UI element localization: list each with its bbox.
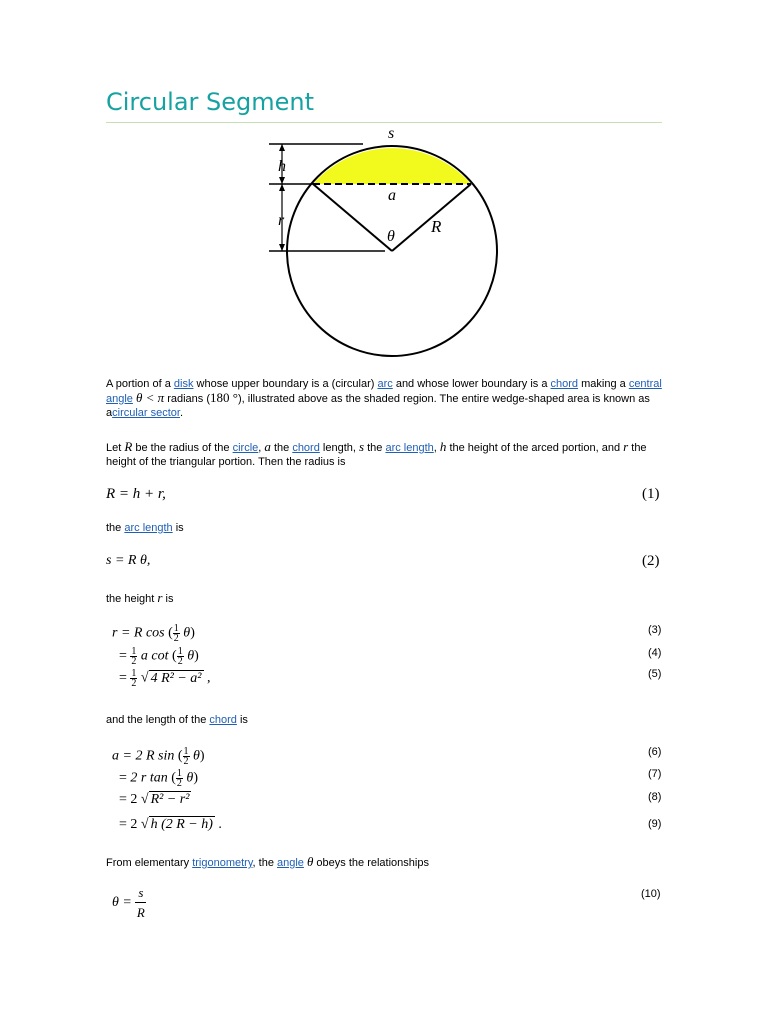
eq7-lhs: = [119,770,131,786]
equation-5-number: (5) [648,668,662,680]
equation-4-number: (4) [648,647,662,659]
intro-text: A portion of a [106,378,174,390]
chord-intro [106,713,662,727]
intro-text: making a [578,378,629,390]
arrow-r-bottom [279,244,285,251]
equation-8: = 2 √ R² − r² [119,792,190,807]
eq3-lhs: r = [112,625,131,641]
equation-2-number: (2) [642,553,660,569]
link-circle[interactable]: circle [232,442,259,454]
fraction-half: $\frac{1}{2}$ [177,646,183,667]
intro-text: radians ( [164,393,211,405]
eq6-lhs: a = [112,748,132,764]
circular-segment-figure [255,124,515,364]
intro-text: . [179,407,184,419]
label-R: R [431,217,442,236]
link-chord[interactable]: chord [550,378,579,390]
arc-intro-text: the [106,522,125,534]
fraction-s-over-R: $\frac{s}{R}$ [136,885,145,920]
arrow-h-bottom [279,177,285,184]
eq5-radicand: 4 R² − a² [150,670,202,686]
intro-paragraph [106,377,662,420]
let-text: , [433,442,440,454]
arrow-r-top [279,184,285,191]
eq7-rhs: 2 r tan [130,770,172,786]
intro-text: whose upper boundary is a (circular) [193,378,378,390]
let-text: the [270,442,293,454]
height-intro [106,591,662,606]
trig-intro-text: , the [252,857,277,869]
equation-10-number: (10) [641,888,661,900]
link-circular-sector[interactable]: circular sector [112,407,180,419]
definitions-paragraph [106,440,662,469]
link-disk[interactable]: disk [173,378,194,390]
eq3-rhs: R cos [133,625,169,641]
height-intro-text: is [162,593,174,605]
eq9-radicand: h (2 R − h) [150,817,213,832]
equation-6: a = 2 R sin ( $\frac{1}{2}$ θ) [112,746,205,767]
fraction-half: $\frac{1}{2}$ [183,746,189,767]
segment-shade [313,148,471,184]
math-theta-pi: θ < π [135,390,165,405]
let-text: , [258,442,265,454]
intro-text: ), illustrated above as the shaded region. The entire wedge-shaped area is known as a [106,393,650,419]
equation-5: = $\frac{1}{2}$ √ 4 R² − a² , [119,668,211,689]
link-arc-length[interactable]: arc length [385,442,434,454]
link-central-angle[interactable]: central angle [106,378,662,405]
fraction-half: $\frac{1}{2}$ [173,623,179,644]
let-text: the height of the arced portion, and [446,442,624,454]
arc-intro-text: is [172,522,184,534]
math-h: h [439,439,447,454]
height-intro-text: the height [106,593,158,605]
link-chord-3[interactable]: chord [209,714,237,726]
math-theta: θ [306,854,314,869]
radius-left [313,184,392,251]
trig-intro-text: From elementary [106,857,193,869]
link-trigonometry[interactable]: trigonometry [192,857,253,869]
label-a: a [388,187,396,204]
equation-6-number: (6) [648,746,662,758]
math-r-2: r [157,590,163,605]
equation-1-number: (1) [642,486,660,502]
equation-7-number: (7) [648,768,662,780]
eq9-tail: . [214,817,222,832]
equation-9: = 2 √ h (2 R − h) . [119,817,222,832]
eq5-tail: , [203,670,211,686]
eq6-rhs: 2 R sin [135,748,178,764]
chord-intro-text: and the length of the [106,714,210,726]
eq9-coef: 2 [130,817,141,832]
title-divider [106,122,662,123]
math-r: r [623,439,629,454]
equation-7: = 2 r tan ( $\frac{1}{2}$ θ) [119,768,198,789]
equation-10 [112,886,146,920]
equation-2: s = R θ, [106,553,151,568]
chord-intro-text: is [236,714,248,726]
label-h: h [278,158,286,175]
eq9-lhs: = [119,817,127,832]
link-chord-2[interactable]: chord [292,442,320,454]
equation-4: = $\frac{1}{2}$ a cot ( $\frac{1}{2}$ θ) [119,646,199,667]
equation-9-number: (9) [648,818,662,830]
arrow-h-top [279,144,285,151]
link-angle[interactable]: angle [277,857,304,869]
fraction-half: $\frac{1}{2}$ [176,768,182,789]
eq5-lhs: = [119,670,127,686]
eq10-lhs: θ = [112,895,132,910]
eq8-coef: 2 [130,792,141,807]
let-text: be the radius of the [132,442,233,454]
trig-intro-text: obeys the relationships [313,857,429,869]
fraction-half: $\frac{1}{2}$ [131,646,137,667]
let-text: length, [319,442,359,454]
label-r: r [278,212,285,229]
let-text: Let [106,442,125,454]
let-text: the height of the triangular portion. Then the radius is [106,442,647,468]
equation-1: R = h + r, [106,486,166,502]
math-R: R [124,439,133,454]
math-180-deg: 180 ° [210,390,238,405]
let-text: the [364,442,386,454]
equation-3: r = R cos ( $\frac{1}{2}$ θ) [112,623,195,644]
label-s: s [388,125,395,142]
eq8-lhs: = [119,792,127,807]
equation-8-number: (8) [648,791,662,803]
link-arc-length-2[interactable]: arc length [124,522,173,534]
page-title: Circular Segment [106,88,315,116]
eq8-radicand: R² − r² [150,792,190,807]
math-s: s [358,439,365,454]
fraction-half: $\frac{1}{2}$ [131,668,137,689]
math-a: a [264,439,271,454]
arc-length-intro [106,521,662,535]
link-arc[interactable]: arc [377,378,393,390]
trig-intro [106,855,662,870]
equation-3-number: (3) [648,624,662,636]
eq4-lhs: = [119,648,127,664]
label-theta: θ [387,228,395,245]
intro-text: and whose lower boundary is a [392,378,551,390]
eq4-rhs: a cot [140,648,173,664]
